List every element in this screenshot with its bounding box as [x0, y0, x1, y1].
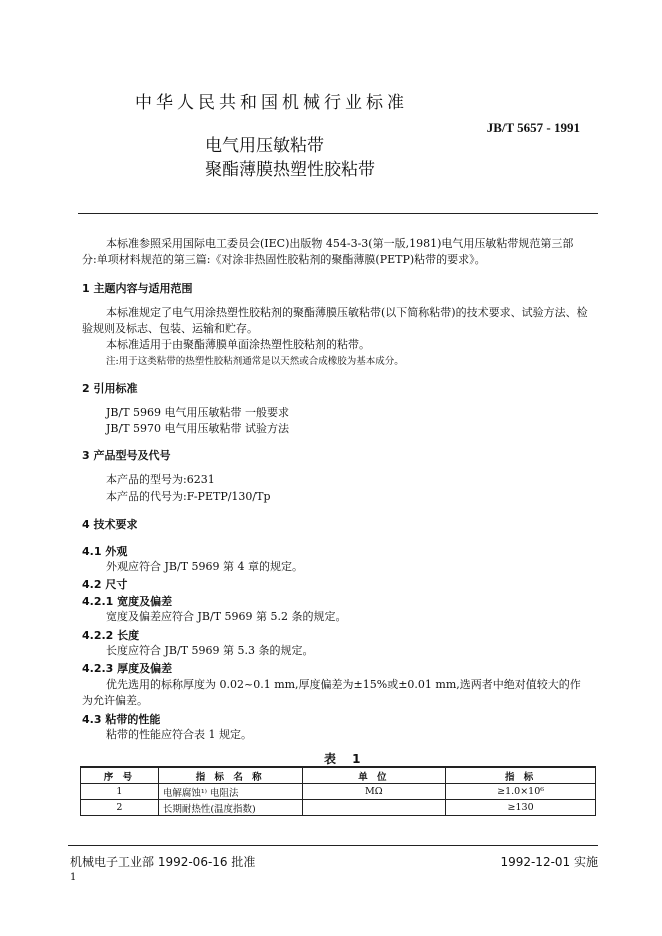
row-number: 1: [81, 784, 159, 800]
section-4-2-1-text: 宽度及偏差应符合 JB/T 5969 第 5.2 条的规定。: [106, 610, 347, 623]
row-name: 电解腐蚀¹⁾ 电阻法: [158, 784, 302, 800]
product-model: 本产品的型号为:6231: [106, 473, 215, 486]
section-4-3-heading: 4.3 粘带的性能: [82, 713, 161, 726]
table-header-row: [81, 767, 596, 784]
section-1-line-3: 本标准适用于由聚酯薄膜单面涂热塑性胶粘剂的粘带。: [106, 338, 370, 351]
column-header-number: 序 号: [81, 767, 159, 784]
page-number: 1: [70, 872, 77, 883]
section-4-2-heading: 4.2 尺寸: [82, 578, 128, 591]
section-1-heading: 1 主题内容与适用范围: [82, 282, 193, 295]
row-number: 2: [81, 800, 159, 816]
section-4-2-3-line-2: 为允许偏差。: [82, 694, 148, 707]
section-1-line-1: 本标准规定了电气用涂热塑性胶粘剂的聚酯薄膜压敏粘带(以下简称粘带)的技术要求、试验方法、检: [106, 306, 588, 319]
section-4-3-text: 粘带的性能应符合表 1 规定。: [106, 728, 252, 741]
table-1-caption: 表 1: [324, 752, 367, 766]
row-unit: [302, 800, 446, 816]
header-divider: [78, 213, 598, 214]
implementation-date: 1992-12-01 实施: [500, 855, 598, 869]
row-value: ≥1.0×10⁶: [446, 784, 596, 800]
section-4-heading: 4 技术要求: [82, 518, 138, 531]
section-4-1-heading: 4.1 外观: [82, 545, 128, 558]
column-header-unit: 单 位: [302, 767, 446, 784]
column-header-name: 指 标 名 称: [158, 767, 302, 784]
document-title: [205, 134, 375, 182]
standard-code: JB/T 5657 - 1991: [486, 120, 580, 135]
title-line-1: 电气用压敏粘带: [205, 136, 324, 156]
table-row: [81, 784, 596, 800]
row-unit: MΩ: [302, 784, 446, 800]
org-title: 中华人民共和国机械行业标准: [135, 93, 408, 113]
title-line-2: 聚酯薄膜热塑性胶粘带: [205, 160, 375, 180]
row-name: 长期耐热性(温度指数): [158, 800, 302, 816]
section-4-2-1-heading: 4.2.1 宽度及偏差: [82, 595, 173, 608]
product-code: 本产品的代号为:F-PETP/130/Tp: [106, 490, 271, 503]
section-4-2-3-heading: 4.2.3 厚度及偏差: [82, 662, 173, 675]
table-row: [81, 800, 596, 816]
intro-line-1: 本标准参照采用国际电工委员会(IEC)出版物 454-3-3(第一版,1981)电气用压敏粘带规范第三部: [106, 237, 574, 250]
column-header-value: 指 标: [446, 767, 596, 784]
section-4-2-2-text: 长度应符合 JB/T 5969 第 5.3 条的规定。: [106, 644, 314, 657]
section-4-1-text: 外观应符合 JB/T 5969 第 4 章的规定。: [106, 560, 304, 573]
section-4-2-2-heading: 4.2.2 长度: [82, 629, 140, 642]
approval-date: 机械电子工业部 1992-06-16 批准: [70, 855, 256, 869]
section-2-heading: 2 引用标准: [82, 382, 138, 395]
section-1-note: 注:用于这类粘带的热塑性胶粘剂通常是以天然或合成橡胶为基本成分。: [106, 356, 404, 367]
footer-divider: [68, 845, 598, 846]
section-4-2-3-line-1: 优先选用的标称厚度为 0.02~0.1 mm,厚度偏差为±15%或±0.01 mm,选两者中绝对值较大的作: [106, 678, 581, 691]
reference-1: JB/T 5969 电气用压敏粘带 一般要求: [106, 406, 290, 419]
table-1: [80, 766, 596, 816]
section-1-line-2: 验规则及标志、包装、运输和贮存。: [82, 322, 258, 335]
row-value: ≥130: [446, 800, 596, 816]
intro-line-2: 分:单项材料规范的第三篇:《对涂非热固性胶粘剂的聚酯薄膜(PETP)粘带的要求》。: [82, 253, 486, 266]
section-3-heading: 3 产品型号及代号: [82, 449, 171, 462]
reference-2: JB/T 5970 电气用压敏粘带 试验方法: [106, 422, 290, 435]
